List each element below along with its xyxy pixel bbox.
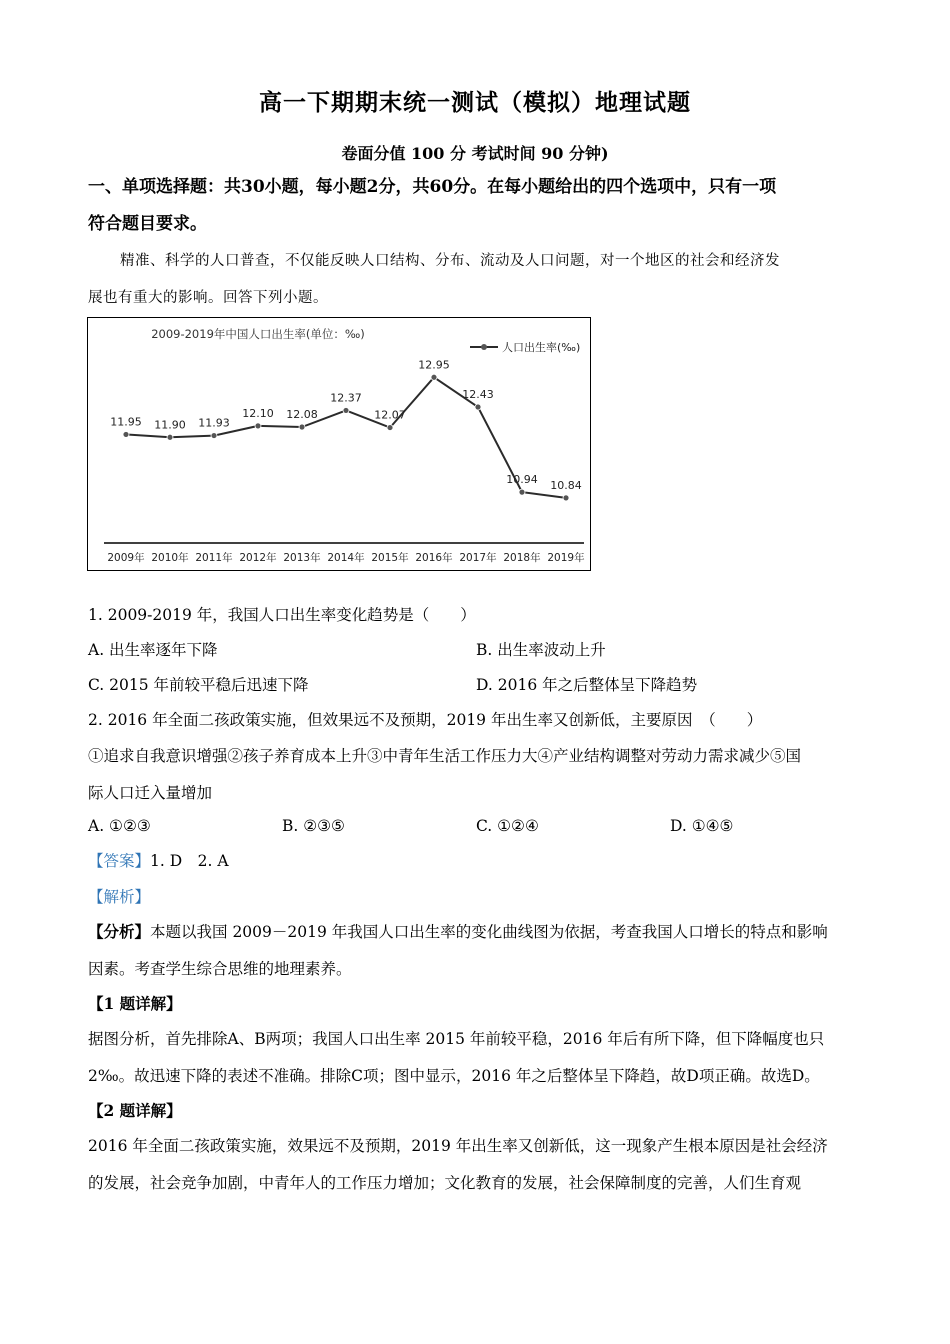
data-point (519, 489, 525, 495)
intro-line1: 精准、科学的人口普查，不仅能反映人口结构、分布、流动及人口问题，对一个地区的社会和经济发 (120, 253, 780, 269)
fenxi-line1 (88, 921, 868, 943)
data-label: 12.10 (242, 406, 274, 420)
x-tick-label: 2010年 (151, 552, 189, 564)
x-tick-label: 2012年 (239, 552, 277, 564)
chart-legend: 人口出生率(‰) (502, 341, 581, 354)
data-label: 11.90 (154, 418, 186, 432)
q2-option-d: D. ①④⑤ (670, 817, 734, 835)
fenxi-tag: 【分析】 (88, 922, 151, 941)
fenxi-text: 本题以我国 2009－2019 年我国人口出生率的变化曲线图为依据，考查我国人口增长的特点和影响 (150, 923, 828, 941)
answer-line (88, 850, 868, 872)
q2-reasons-line2: 际人口迁入量增加 (88, 784, 213, 802)
data-point (255, 423, 261, 429)
page-title: 高一下期期末统一测试（模拟）地理试题 (259, 89, 691, 116)
exam-info: 卷面分值 100 分 考试时间 90 分钟) (341, 144, 609, 163)
data-label: 12.08 (286, 408, 318, 421)
data-point (123, 431, 129, 437)
data-label: 12.43 (462, 388, 494, 401)
analysis-tag: 【解析】 (88, 888, 151, 906)
detail2-line2: 的发展，社会竞争加剧，中青年人的工作压力增加；文化教育的发展，社会保障制度的完善，人们生育观 (88, 1174, 802, 1192)
x-tick-label: 2018年 (503, 552, 541, 564)
legend-marker (481, 344, 487, 350)
q1-option-c: C. 2015 年前较平稳后迅速下降 (88, 676, 309, 694)
q2-option-b: B. ②③⑤ (282, 817, 345, 835)
data-label: 12.37 (330, 391, 362, 405)
x-tick-label: 2009年 (107, 552, 145, 564)
section-heading-line2: 符合题目要求。 (88, 214, 207, 234)
q2-option-a: A. ①②③ (88, 817, 151, 835)
section-heading-line1: 一、单项选择题：共30小题，每小题2分，共60分。在每小题给出的四个选项中，只有一项 (88, 177, 777, 197)
q1-stem: 1. 2009-2019 年，我国人口出生率变化趋势是（ ） (88, 606, 476, 624)
data-point (563, 495, 569, 501)
detail2-line1: 2016 年全面二孩政策实施，效果远不及预期，2019 年出生率又创新低，这一现象产生根本原因是社会经济 (88, 1137, 828, 1155)
x-tick-label: 2016年 (415, 552, 453, 564)
data-point (431, 374, 437, 380)
data-label: 12.95 (418, 358, 450, 372)
data-point (299, 424, 305, 430)
data-label: 11.93 (198, 416, 230, 430)
data-point (387, 425, 393, 431)
x-tick-label: 2017年 (459, 552, 497, 564)
intro-line2: 展也有重大的影响。回答下列小题。 (88, 290, 328, 306)
q1-option-a: A. 出生率逐年下降 (88, 641, 218, 659)
chart-svg (88, 318, 590, 570)
data-point (167, 434, 173, 440)
detail1-tag: 【1 题详解】 (88, 994, 182, 1013)
q2-stem: 2. 2016 年全面二孩政策实施，但效果远不及预期，2019 年出生率又创新低，主要原因 （ ） (88, 711, 763, 729)
q2-option-c: C. ①②④ (476, 817, 539, 835)
data-point (475, 404, 481, 410)
x-tick-label: 2013年 (283, 552, 321, 564)
data-point (211, 433, 217, 439)
x-tick-label: 2015年 (371, 552, 409, 564)
x-tick-label: 2014年 (327, 552, 365, 564)
q1-option-d: D. 2016 年之后整体呈下降趋势 (476, 676, 698, 694)
answer-text: 1. D 2. A (150, 852, 229, 870)
x-tick-label: 2019年 (547, 552, 585, 564)
data-point (343, 407, 349, 413)
detail1-line1: 据图分析，首先排除A、B两项；我国人口出生率 2015 年前较平稳，2016 年后有所下降，但下降幅度也只 (88, 1030, 825, 1048)
data-label: 12.07 (374, 408, 406, 422)
birth-rate-chart (87, 317, 591, 571)
chart-title: 2009-2019年中国人口出生率(单位：‰) (151, 327, 365, 341)
detail2-tag: 【2 题详解】 (88, 1101, 182, 1120)
x-tick-label: 2011年 (195, 552, 233, 564)
q1-option-b: B. 出生率波动上升 (476, 641, 606, 659)
q2-reasons-line1: ①追求自我意识增强②孩子养育成本上升③中青年生活工作压力大④产业结构调整对劳动力需求减少⑤国 (88, 747, 802, 765)
data-label: 11.95 (110, 415, 142, 429)
answer-tag: 【答案】 (88, 852, 151, 870)
data-label: 10.84 (550, 478, 582, 492)
data-label: 10.94 (506, 473, 538, 487)
fenxi-line2: 因素。考查学生综合思维的地理素养。 (88, 960, 352, 978)
detail1-line2: 2‰。故迅速下降的表述不准确。排除C项；图中显示，2016 年之后整体呈下降趋，故D项正确。故选D。 (88, 1067, 820, 1085)
